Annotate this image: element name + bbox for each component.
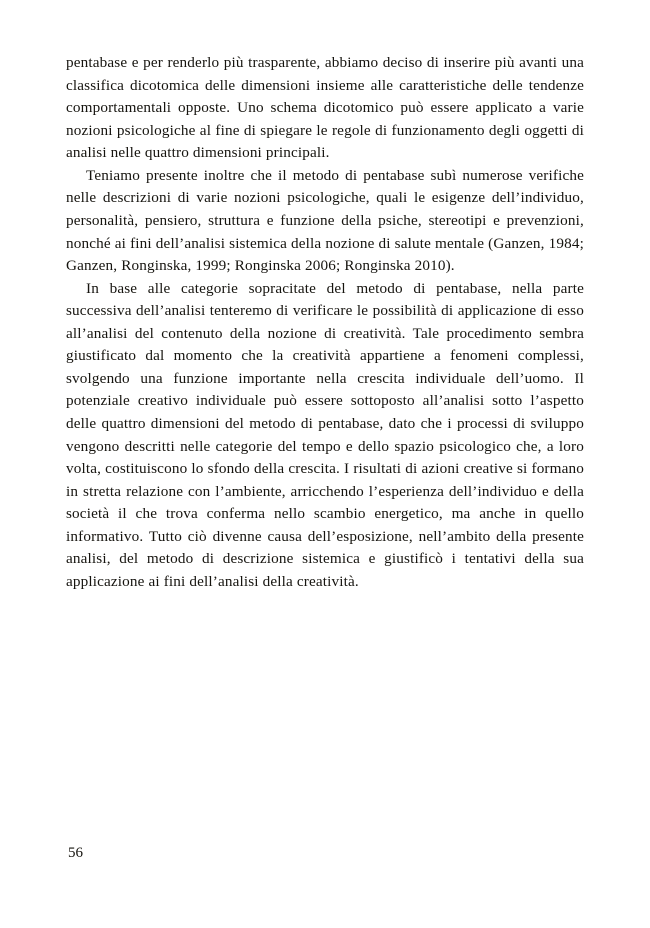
body-text xyxy=(66,52,584,594)
page-number: 56 xyxy=(68,845,83,861)
paragraph-1: pentabase e per renderlo più trasparente, abbiamo deciso di inserire più avanti una classifica dicotomica delle dimensioni insieme alle caratteristiche delle tendenze comportamentali opposte. Uno schema dicotomico può essere applicato a varie nozioni psicologiche al fine di spiegare le regole di funzionamento degli oggetti di analisi nelle quattro dimensioni principali. xyxy=(66,54,584,162)
paragraph-3: In base alle categorie sopracitate del metodo di pentabase, nella parte successiva dell’analisi tenteremo di verificare le possibilità di applicazione di esso all’analisi del contenuto della nozione di creatività. Tale procedimento sembra giustificato dal momento che la creatività appartiene a fenomeni complessi, svolgendo una funzione importante nella crescita individuale dell’uomo. Il potenziale creativo individuale può essere sottoposto all’analisi sotto l’aspetto delle quattro dimensioni del metodo di pentabase, dato che i processi di sviluppo vengono descritti nelle categorie del tempo e dello spazio psicologico che, a loro volta, costituiscono lo sfondo della crescita. I risultati di azioni creative si formano in stretta relazione con l’ambiente, arricchendo l’esperienza dell’individuo e della società il che trova conferma nello scambio energetico, ma anche in quello informativo. Tutto ciò divenne causa dell’esposizione, nell’ambito della presente analisi, del metodo di descrizione sistemica e giustificò i tentativi della sua applicazione ai fini dell’analisi della creatività. xyxy=(66,279,584,590)
paragraph-2: Teniamo presente inoltre che il metodo di pentabase subì numerose verifiche nelle descrizioni di varie nozioni psicologiche, quali le esigenze dell’individuo, personalità, pensiero, struttura e funzione della psiche, stereotipi e prevenzioni, nonché ai fini dell’analisi sistemica della nozione di salute mentale (Ganzen, 1984; Ganzen, Ronginska, 1999; Ronginska 2006; Ronginska 2010). xyxy=(66,166,584,275)
